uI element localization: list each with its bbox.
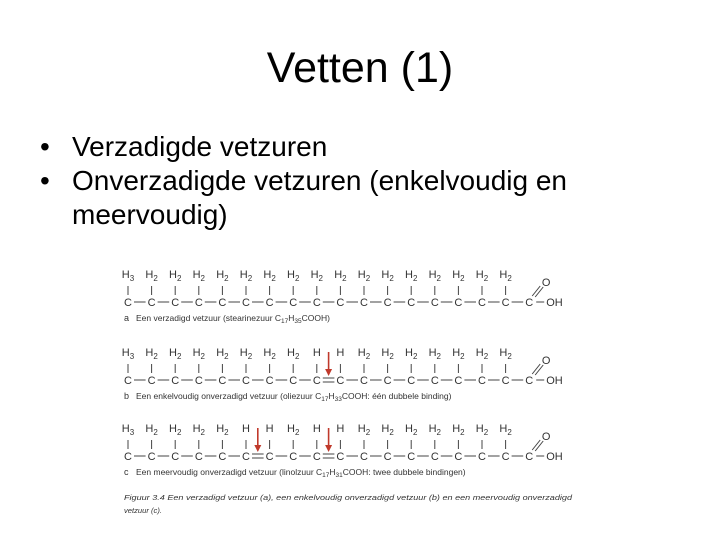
h-label: $H_2$ [452,347,465,361]
carbon-atom: C [242,297,250,309]
h-label: $H_2$ [404,269,418,283]
carbon-atom: C [407,451,416,463]
oxygen-atom: O [541,277,551,289]
carbon-atom: C [407,297,416,309]
carbon-atom: C [312,375,321,387]
h-label: $H_2$ [475,423,489,437]
carbon-atom: C [336,375,345,387]
carbon-atom: C [383,297,392,309]
slide-title: Vetten (1) [266,44,454,92]
carboxyl-carbon: C [525,297,534,309]
carbon-atom: C [383,451,392,463]
carbon-atom: C [242,375,250,387]
carboxyl-carbon: C [525,375,534,387]
h-label: H [336,423,345,435]
bullet-marker: • [40,131,50,162]
carbon-atom: C [171,375,180,387]
carbon-atom: C [194,375,203,387]
carbon-atom: C [194,297,203,309]
h-label: H [312,347,321,359]
carbonyl-bond [532,364,540,374]
fatty-acid-figure [118,266,588,520]
fatty-acid-structures [118,266,588,520]
carbon-atom: C [289,375,298,387]
double-bond-arrowhead [254,445,261,452]
chain-caption: Een verzadigd vetzuur (stearinezuur $C_{17}H_{35}COOH$) [136,313,330,325]
chain-caption: Een meervoudig onverzadigd vetzuur (linolzuur $C_{17}H_{31}COOH$: twee dubbele bindingen) [136,467,466,479]
h-label: $H_2$ [310,269,324,283]
carbon-atom: C [312,297,321,309]
h-label: $H_2$ [192,347,206,361]
carbon-atom: C [218,451,227,463]
h-label: $H_2$ [475,347,489,361]
h-label: $H_2$ [168,423,182,437]
carbon-atom: C [501,297,510,309]
chain-caption-label: b [124,391,130,401]
h-label: $H_2$ [428,269,442,283]
h-label: $H_2$ [428,423,442,437]
h-label: $H_2$ [404,423,418,437]
carbon-atom: C [265,375,274,387]
carbon-atom: C [454,375,463,387]
carbon-atom: C [289,297,298,309]
carbon-atom: C [171,451,180,463]
hydroxyl-group: OH [546,375,563,387]
h-label: $H_2$ [499,269,512,283]
carbon-atom: C [124,297,132,309]
bullet-list [40,130,680,232]
bullet-text: Verzadigde vetzuren [72,131,328,162]
h-label: $H_2$ [145,347,158,361]
carbon-atom: C [407,375,416,387]
carbon-atom: C [360,451,368,463]
figure-caption: Figuur 3.4 Een verzadigd vetzuur (a), een enkelvoudig onverzadigd vetzuur (b) en een meervoudig onverzadigd [124,493,573,502]
carbon-atom: C [218,297,227,309]
h-label: $H_2$ [286,347,300,361]
carbon-atom: C [312,451,321,463]
h-label: H [242,423,250,435]
h-label: $H_3$ [121,423,135,437]
h-label: $H_2$ [499,347,512,361]
h-label: $H_2$ [286,423,300,437]
carbon-atom: C [430,375,439,387]
carbon-atom: C [265,297,274,309]
h-label: $H_3$ [121,269,135,283]
hydroxyl-group: OH [546,297,563,309]
oxygen-atom: O [541,431,551,443]
h-label: $H_2$ [145,423,158,437]
h-label: $H_2$ [475,269,489,283]
carbonyl-bond [532,286,540,296]
carbon-atom: C [336,297,345,309]
double-bond-arrowhead [325,445,332,452]
h-label: $H_2$ [216,347,229,361]
h-label: H [312,423,321,435]
h-label: $H_2$ [192,423,206,437]
carbon-atom: C [501,375,510,387]
h-label: $H_2$ [381,423,394,437]
h-label: $H_2$ [357,347,371,361]
carbon-atom: C [501,451,510,463]
h-label: H [336,347,345,359]
bullet-item [40,164,680,232]
carbon-atom: C [124,451,132,463]
carbon-atom: C [383,375,392,387]
h-label: $H_2$ [357,423,371,437]
carbon-atom: C [430,451,439,463]
h-label: $H_3$ [121,347,135,361]
h-label: $H_2$ [145,269,158,283]
carbon-atom: C [289,451,298,463]
carbon-atom: C [194,451,203,463]
carbon-atom: C [336,451,345,463]
h-label: $H_2$ [452,423,465,437]
h-label: $H_2$ [381,269,394,283]
h-label: $H_2$ [286,269,300,283]
carbon-atom: C [478,375,486,387]
h-label: $H_2$ [404,347,418,361]
h-label: $H_2$ [381,347,394,361]
chain-caption: Een enkelvoudig onverzadigd vetzuur (oliezuur $C_{17}H_{33}COOH$: één dubbele binding) [136,391,452,403]
carboxyl-carbon: C [525,451,534,463]
carbon-atom: C [454,451,463,463]
carbon-atom: C [147,451,156,463]
carbon-atom: C [478,451,486,463]
carbon-atom: C [478,297,486,309]
carbon-atom: C [218,375,227,387]
h-label: $H_2$ [357,269,371,283]
carbon-atom: C [360,375,368,387]
h-label: $H_2$ [192,269,206,283]
carbon-atom: C [430,297,439,309]
bullet-item [40,130,680,164]
h-label: $H_2$ [216,423,229,437]
carbon-atom: C [454,297,463,309]
carbon-atom: C [171,297,180,309]
bullet-text: Onverzadigde vetzuren (enkelvoudig en meervoudig) [72,165,567,230]
bullet-marker: • [40,165,50,196]
h-label: H [265,423,274,435]
h-label: $H_2$ [239,269,253,283]
h-label: $H_2$ [216,269,229,283]
chain-caption-label: a [124,313,130,323]
h-label: $H_2$ [263,347,276,361]
carbon-atom: C [147,297,156,309]
h-label: $H_2$ [263,269,276,283]
figure-caption: vetzuur (c). [124,506,162,515]
double-bond-arrowhead [325,369,332,376]
carbon-atom: C [147,375,156,387]
h-label: $H_2$ [168,347,182,361]
chain-caption-label: c [124,467,129,477]
hydroxyl-group: OH [546,451,563,463]
h-label: $H_2$ [168,269,182,283]
h-label: $H_2$ [239,347,253,361]
carbon-atom: C [242,451,250,463]
h-label: $H_2$ [334,269,347,283]
carbon-atom: C [124,375,132,387]
h-label: $H_2$ [499,423,512,437]
carbon-atom: C [360,297,368,309]
h-label: $H_2$ [452,269,465,283]
h-label: $H_2$ [428,347,442,361]
oxygen-atom: O [541,355,551,367]
carbonyl-bond [532,440,540,450]
carbon-atom: C [265,451,274,463]
